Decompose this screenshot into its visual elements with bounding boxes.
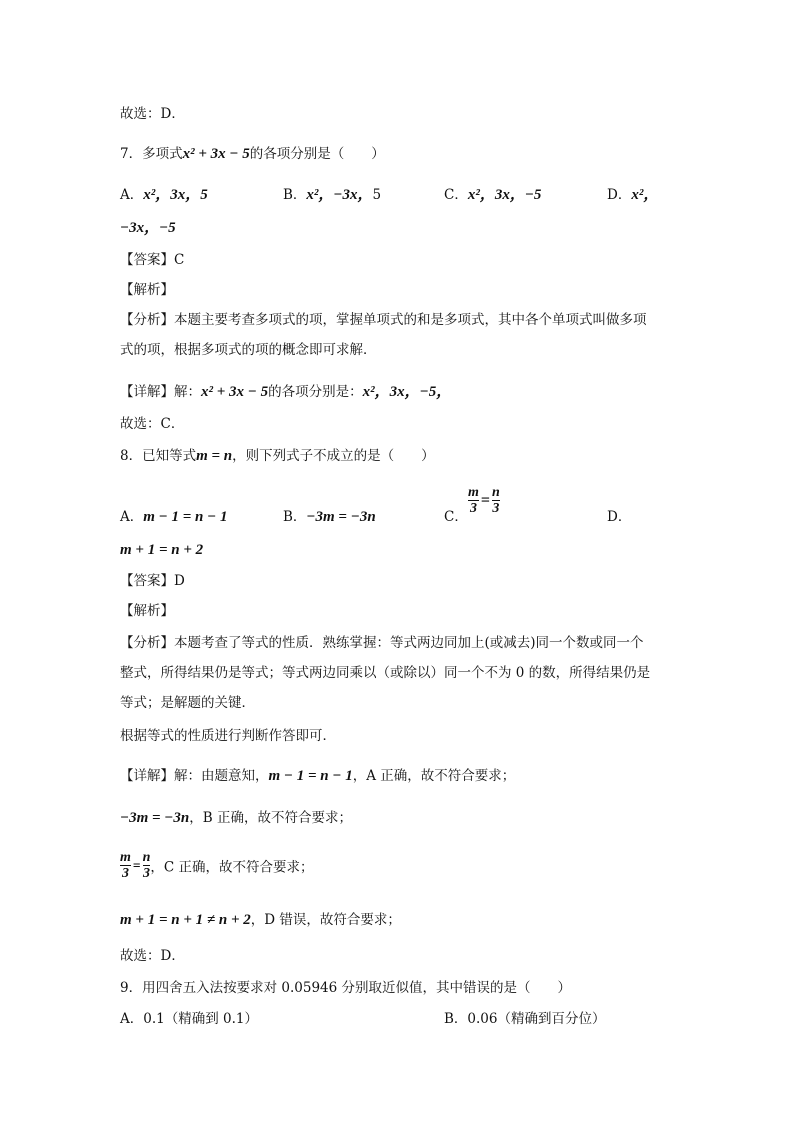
- q7-answer: 【答案】C: [120, 252, 185, 268]
- q9-option-a: A．0.1（精确到 0.1）: [120, 1011, 258, 1027]
- prev-conclusion: 故选：D．: [120, 106, 185, 122]
- q7-stem: 7．多项式x² + 3x − 5的各项分别是（ ）: [120, 146, 385, 162]
- q7-analysis-line1: 【分析】本题主要考查多项式的项，掌握单项式的和是多项式，其中各个单项式叫做多项: [120, 312, 647, 328]
- q8-option-c-fraction-equation: $\frac{m}{3}$ = $\frac{n}{3}$: [468, 485, 500, 516]
- q7-option-d: D．x²，: [607, 187, 659, 203]
- q8-jiexi-heading: 【解析】: [120, 603, 174, 619]
- q7-jiexi-heading: 【解析】: [120, 282, 174, 298]
- q7-option-c: C．x²，3x，−5: [444, 187, 542, 203]
- q8-stem: 8．已知等式m = n，则下列式子不成立的是（ ）: [120, 448, 435, 464]
- q7-option-d-continued: −3x，−5: [120, 220, 176, 236]
- q9-option-b: B．0.06（精确到百分位）: [444, 1011, 606, 1027]
- q8-option-b: B．−3m = −3n: [283, 509, 376, 525]
- q8-detail-line1: 【详解】解：由题意知，m − 1 = n − 1，A 正确，故不符合要求；: [120, 768, 516, 784]
- q8-detail-line4: m + 1 = n + 1 ≠ n + 2，D 错误，故符合要求；: [120, 912, 401, 928]
- q7-conclusion: 故选：C．: [120, 416, 185, 432]
- q8-option-d: m + 1 = n + 2: [120, 542, 204, 558]
- q7-analysis-line2: 式的项，根据多项式的项的概念即可求解．: [120, 342, 377, 358]
- q8-answer: 【答案】D: [120, 573, 185, 589]
- q7-option-b: B．x²，−3x，5: [283, 187, 382, 203]
- q8-detail-line3: $\frac{m}{3}$ = $\frac{n}{3}$ ，C 正确，故不符合要求；: [120, 850, 314, 881]
- q8-analysis-line4: 根据等式的性质进行判断作答即可．: [120, 728, 336, 744]
- q8-analysis-line3: 等式；是解题的关键．: [120, 695, 255, 711]
- q8-option-c-label: C．: [444, 509, 468, 525]
- q8-option-a: A．m − 1 = n − 1: [120, 509, 228, 525]
- q8-analysis-line2: 整式，所得结果仍是等式；等式两边同乘以（或除以）同一个不为 0 的数，所得结果仍是: [120, 665, 651, 681]
- fraction-m-over-3-detail: $\frac{m}{3}$: [120, 850, 131, 881]
- q8-option-d-label: D．: [607, 509, 632, 525]
- q8-analysis-line1: 【分析】本题考查了等式的性质．熟练掌握：等式两边同加上(或减去)同一个数或同一个: [120, 635, 644, 651]
- fraction-n-over-3: $\frac{n}{3}$: [492, 485, 500, 516]
- q8-detail-line2: −3m = −3n，B 正确，故不符合要求；: [120, 810, 352, 826]
- q7-expression: x² + 3x − 5: [182, 146, 250, 162]
- q8-expression: m = n: [196, 448, 233, 464]
- q7-option-a: A．x²，3x，5: [120, 187, 208, 203]
- q7-detail: 【详解】解：x² + 3x − 5的各项分别是：x²，3x，−5，: [120, 384, 452, 400]
- q9-stem: 9．用四舍五入法按要求对 0.05946 分别取近似值，其中错误的是（ ）: [120, 980, 571, 996]
- fraction-m-over-3: $\frac{m}{3}$: [468, 485, 479, 516]
- q8-conclusion: 故选：D．: [120, 948, 185, 964]
- fraction-n-over-3-detail: $\frac{n}{3}$: [142, 850, 151, 881]
